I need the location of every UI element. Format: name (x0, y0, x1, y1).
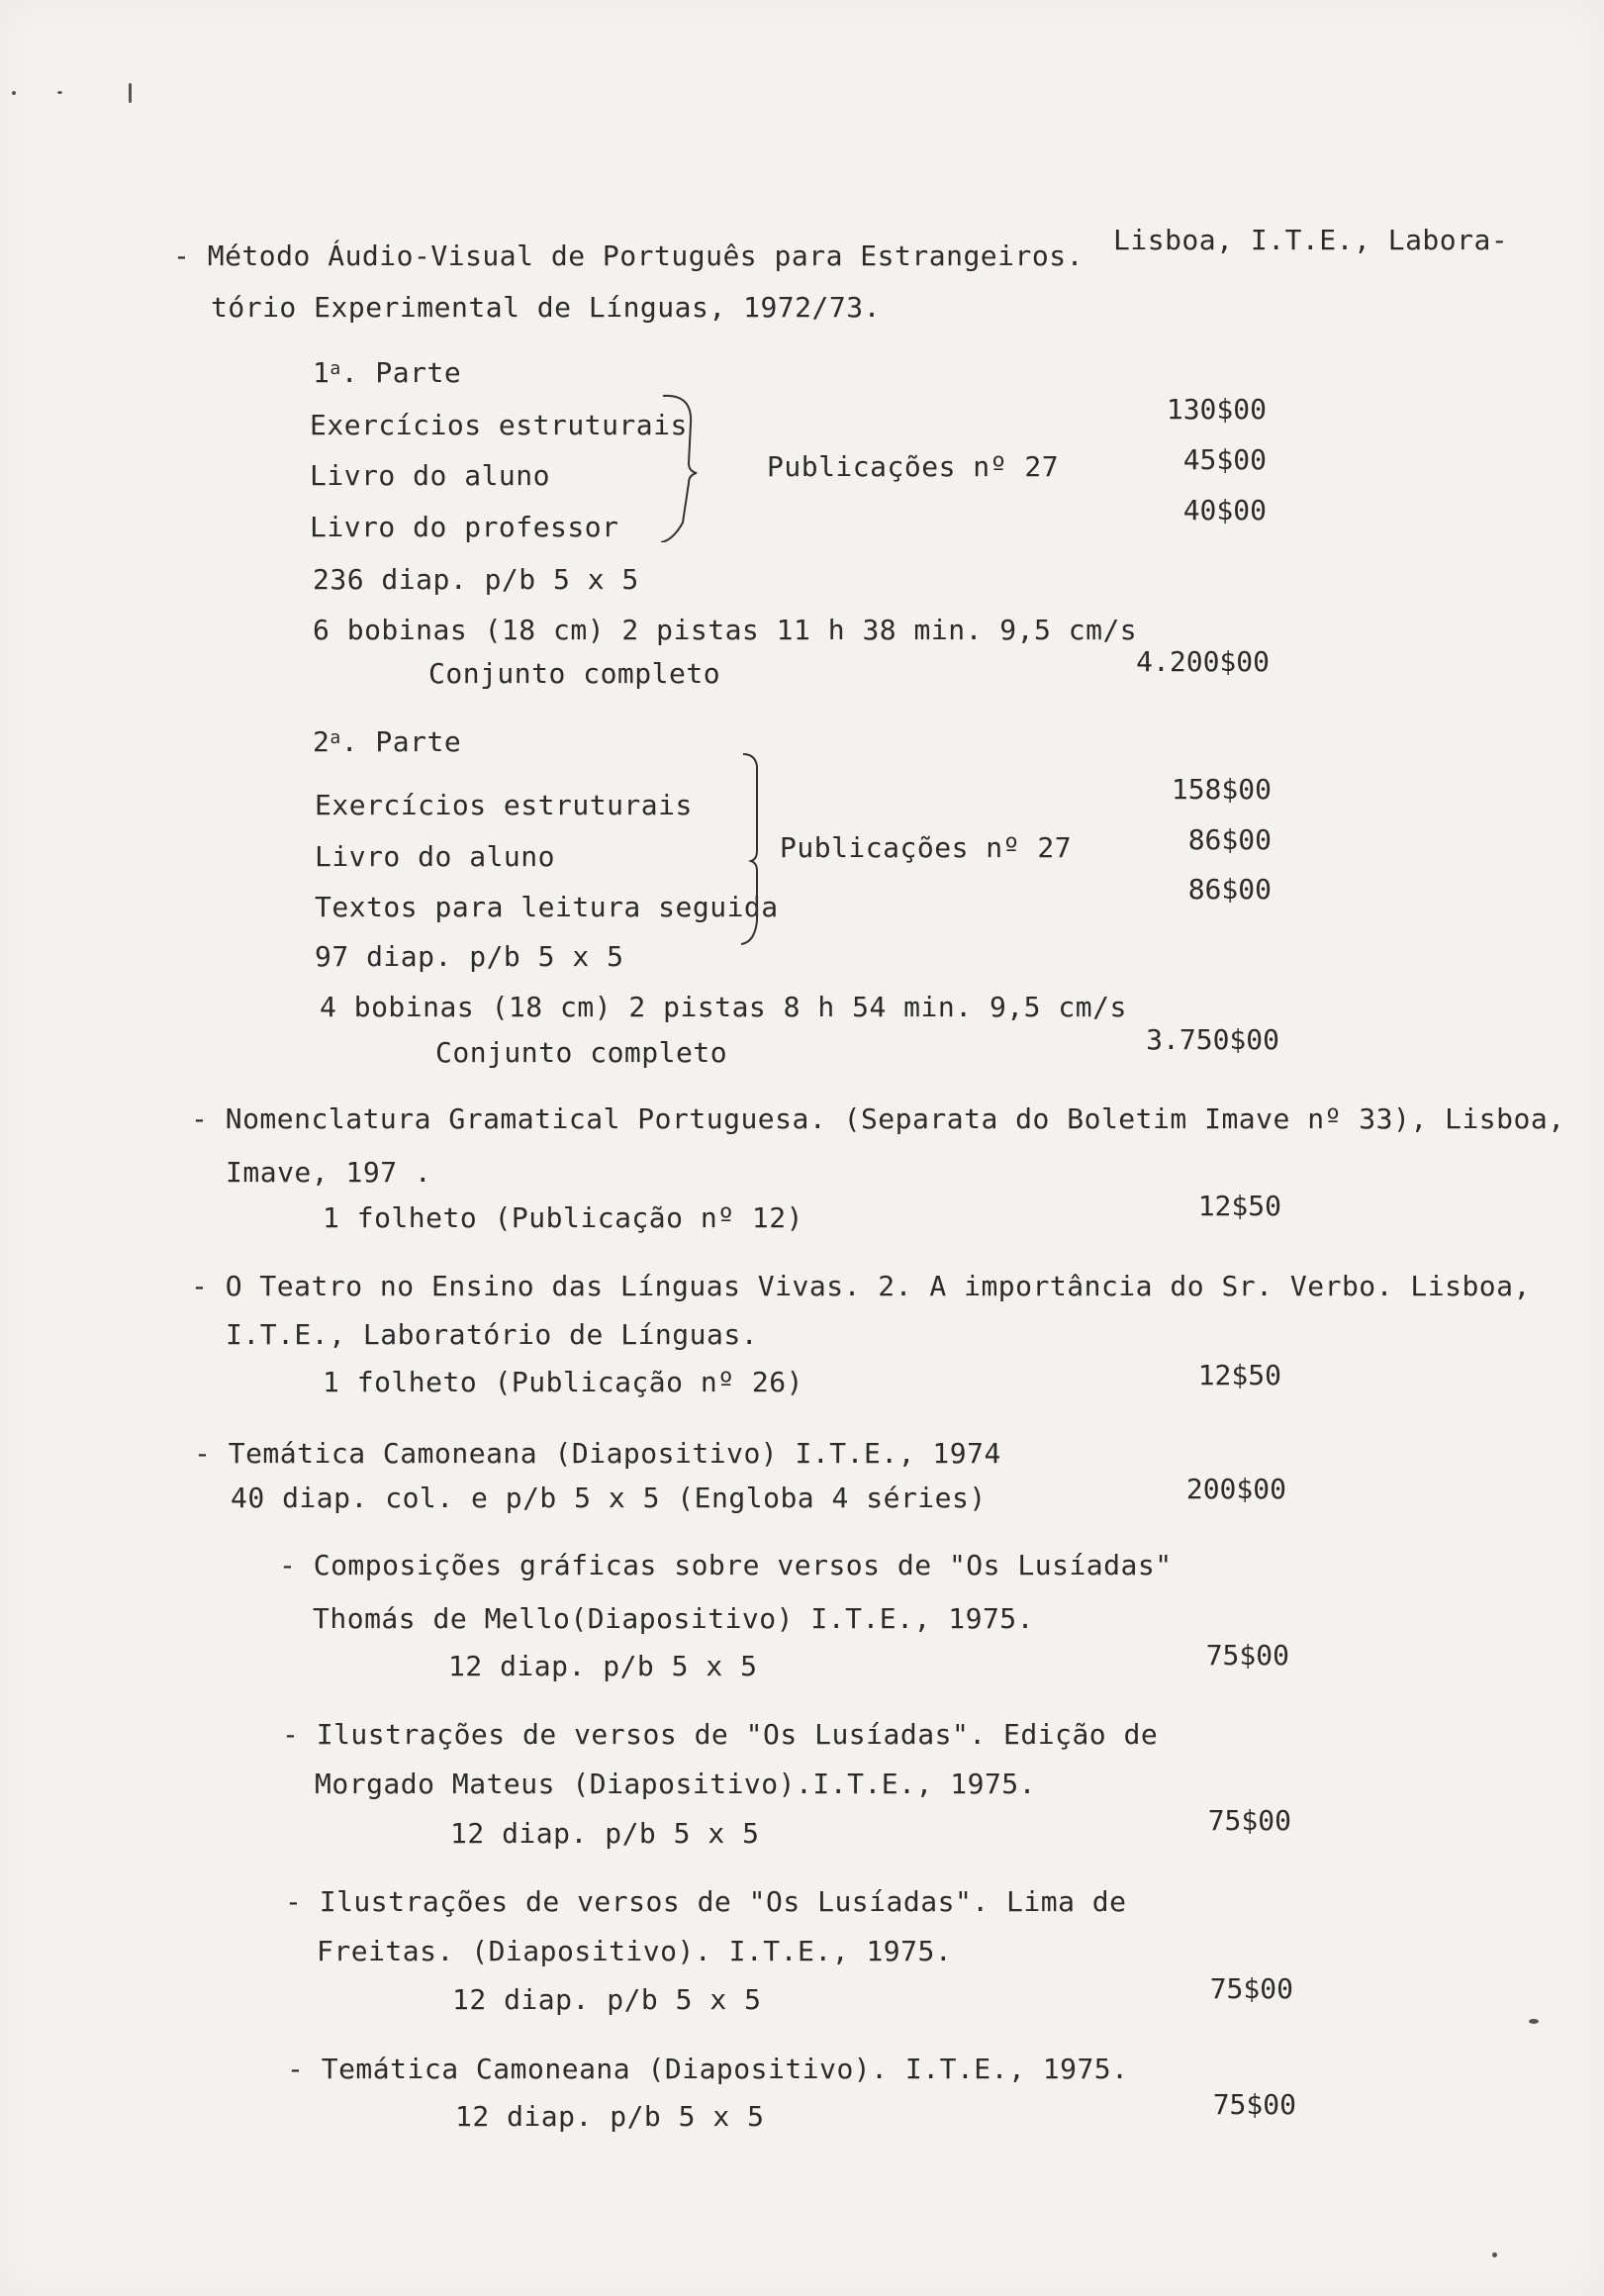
sub-ilustracoes-freitas-diap: 12 diap. p/b 5 x 5 (452, 1983, 762, 2016)
part1-item-exercicios: Exercícios estruturais (310, 409, 688, 441)
sub-ilustracoes-freitas-author: Freitas. (Diapositivo). I.T.E., 1975. (317, 1935, 953, 1967)
scan-speck (1529, 2019, 1539, 2024)
part2-price-exercicios: 158$00 (1171, 773, 1272, 806)
part2-price-livro-aluno: 86$00 (1187, 823, 1272, 856)
sub-composicoes-price: 75$00 (1205, 1639, 1289, 1672)
scan-speck (57, 91, 62, 94)
part2-price-textos: 86$00 (1187, 873, 1272, 906)
sub-tematica-1975-price: 75$00 (1212, 2088, 1296, 2121)
sub-ilustracoes-freitas-price: 75$00 (1209, 1972, 1293, 2005)
sub-ilustracoes-mateus-author: Morgado Mateus (Diapositivo).I.T.E., 1975. (315, 1768, 1037, 1800)
sub-ilustracoes-freitas-title: - Ilustrações de versos de "Os Lusíadas". Lima de (285, 1885, 1127, 1918)
entry-nomenclatura-title: - Nomenclatura Gramatical Portuguesa. (Separata do Boletim Imave nº 33), Lisboa, (191, 1102, 1565, 1135)
part1-item-livro-aluno: Livro do aluno (310, 459, 551, 492)
entry-teatro-folheto: 1 folheto (Publicação nº 26) (323, 1366, 804, 1398)
sub-composicoes-author: Thomás de Mello(Diapositivo) I.T.E., 1975. (313, 1602, 1035, 1635)
sub-ilustracoes-mateus-diap: 12 diap. p/b 5 x 5 (450, 1817, 760, 1850)
part2-diap: 97 diap. p/b 5 x 5 (315, 940, 624, 973)
part2-brace (737, 752, 777, 945)
part2-item-livro-aluno: Livro do aluno (315, 840, 556, 873)
sub-composicoes-title: - Composições gráficas sobre versos de "Os Lusíadas" (279, 1549, 1173, 1581)
entry-metodo-title: - Método Áudio-Visual de Português para Estrangeiros. (173, 239, 1084, 272)
sub-ilustracoes-mateus-price: 75$00 (1207, 1804, 1291, 1837)
sub-tematica-1975-title: - Temática Camoneana (Diapositivo). I.T.E., 1975. (287, 2053, 1129, 2085)
part1-price-exercicios: 130$00 (1166, 393, 1267, 426)
entry-nomenclatura-folheto: 1 folheto (Publicação nº 12) (323, 1201, 804, 1234)
entry-nomenclatura-publisher: Imave, 197 . (226, 1156, 432, 1189)
entry-metodo-title-cont: tório Experimental de Línguas, 1972/73. (211, 291, 881, 324)
part1-bobinas: 6 bobinas (18 cm) 2 pistas 11 h 38 min. 9,5 cm/s (313, 614, 1138, 646)
entry-teatro-price: 12$50 (1197, 1359, 1281, 1391)
entry-teatro-publisher: I.T.E., Laboratório de Línguas. (226, 1318, 759, 1351)
scan-speck (1492, 2252, 1497, 2257)
part1-group-label: Publicações nº 27 (767, 450, 1060, 483)
entry-tematica-diap: 40 diap. col. e p/b 5 x 5 (Engloba 4 séries) (231, 1482, 987, 1514)
scan-speck (129, 83, 132, 103)
part2-conjunto: Conjunto completo (435, 1036, 728, 1069)
part1-conjunto-price: 4.200$00 (1136, 645, 1270, 678)
part2-conjunto-price: 3.750$00 (1146, 1023, 1279, 1056)
part2-item-exercicios: Exercícios estruturais (315, 789, 693, 821)
entry-tematica-price: 200$00 (1185, 1473, 1286, 1505)
sub-ilustracoes-mateus-title: - Ilustrações de versos de "Os Lusíadas". Edição de (282, 1718, 1159, 1751)
part2-item-textos: Textos para leitura seguida (315, 891, 779, 923)
part1-price-livro-professor: 40$00 (1182, 494, 1267, 526)
sub-tematica-1975-diap: 12 diap. p/b 5 x 5 (455, 2100, 765, 2133)
part2-heading: 2$^a$. Parte (313, 725, 462, 758)
part1-conjunto: Conjunto completo (428, 657, 721, 690)
part1-item-livro-professor: Livro do professor (310, 511, 619, 543)
entry-teatro-title: - O Teatro no Ensino das Línguas Vivas. 2. A importância do Sr. Verbo. Lisboa, (191, 1270, 1531, 1302)
part1-heading: 1$^a$. Parte (313, 356, 462, 389)
entry-nomenclatura-price: 12$50 (1197, 1190, 1281, 1222)
entry-metodo-publisher: Lisboa, I.T.E., Labora- (1113, 224, 1509, 256)
sub-composicoes-diap: 12 diap. p/b 5 x 5 (448, 1650, 758, 1682)
scan-speck (12, 91, 16, 95)
part1-diap: 236 diap. p/b 5 x 5 (313, 563, 639, 596)
part2-group-label: Publicações nº 27 (780, 831, 1073, 864)
part1-brace (653, 394, 703, 542)
part2-bobinas: 4 bobinas (18 cm) 2 pistas 8 h 54 min. 9,5 cm/s (320, 991, 1127, 1023)
entry-tematica-title: - Temática Camoneana (Diapositivo) I.T.E., 1974 (194, 1437, 1001, 1470)
part1-price-livro-aluno: 45$00 (1182, 443, 1267, 476)
